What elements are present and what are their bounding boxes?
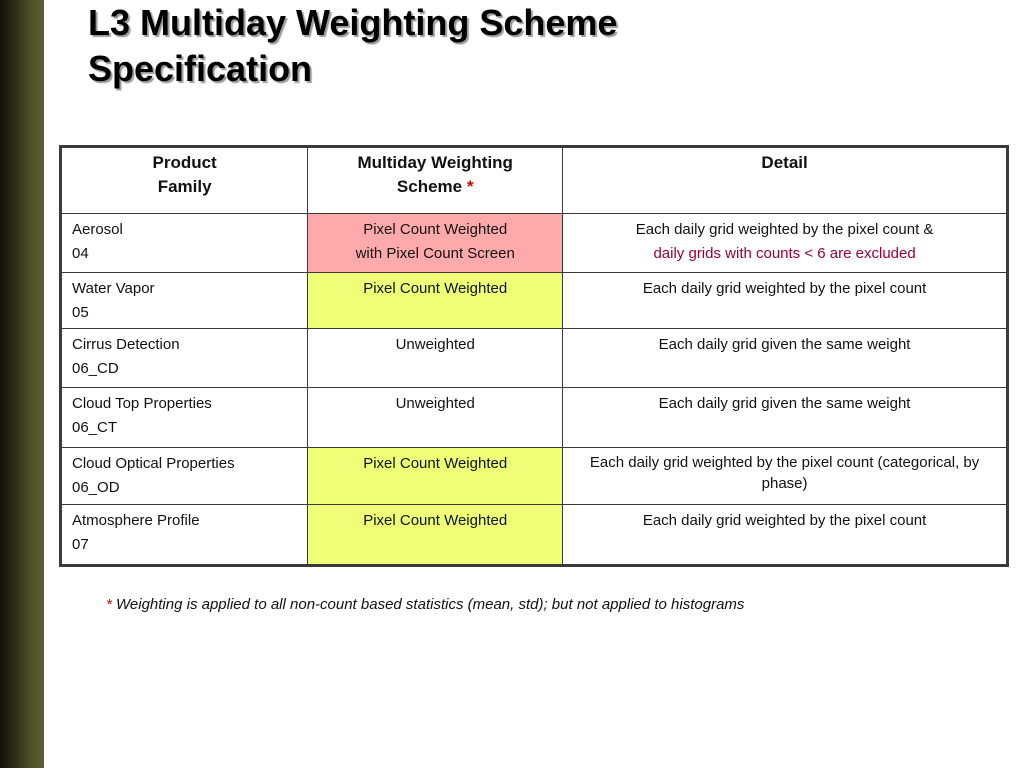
header-scheme-text: Scheme xyxy=(396,177,463,196)
scheme-cell xyxy=(308,329,563,388)
header-detail xyxy=(563,147,1008,214)
product-family-cell xyxy=(61,505,308,566)
product-family-cell xyxy=(61,273,308,329)
footnote-text: Weighting is applied to all non-count based statistics (mean, std); but not applied to histograms xyxy=(116,596,745,613)
footnote-asterisk: * xyxy=(106,596,112,613)
title-line-2: Specification xyxy=(88,48,313,89)
header-weighting-scheme xyxy=(308,147,563,214)
product-family-cell xyxy=(61,448,308,505)
detail-text-line-1: Each daily grid weighted by the pixel count xyxy=(642,512,927,529)
scheme-cell xyxy=(308,388,563,448)
scheme-text-line-1: Unweighted xyxy=(395,395,475,412)
scheme-cell xyxy=(308,448,563,505)
scheme-text-line-1: Pixel Count Weighted xyxy=(363,512,508,529)
family-code: 05 xyxy=(72,304,89,321)
footnote xyxy=(106,596,744,613)
family-name: Atmosphere Profile xyxy=(72,512,200,529)
header-product-family xyxy=(61,147,308,214)
header-product-line-1: Product xyxy=(152,153,217,172)
detail-text-line-1: Each daily grid given the same weight xyxy=(658,336,911,353)
detail-text-line-1: Each daily grid given the same weight xyxy=(658,395,911,412)
family-code: 04 xyxy=(72,245,89,262)
scheme-text-line-1: Pixel Count Weighted xyxy=(363,280,508,297)
product-family-cell xyxy=(61,214,308,273)
slide-title xyxy=(88,0,617,92)
family-code: 06_OD xyxy=(72,479,120,496)
table-row xyxy=(61,273,1008,329)
family-name: Cloud Optical Properties xyxy=(72,455,235,472)
detail-cell xyxy=(563,214,1008,273)
title-line-1: L3 Multiday Weighting Scheme xyxy=(88,2,618,43)
family-code: 06_CT xyxy=(72,419,118,436)
family-name: Water Vapor xyxy=(72,280,155,297)
decorative-left-bar xyxy=(0,0,44,768)
product-family-cell xyxy=(61,329,308,388)
product-family-cell xyxy=(61,388,308,448)
scheme-cell xyxy=(308,505,563,566)
detail-text-line-1: Each daily grid weighted by the pixel count & xyxy=(635,221,934,238)
detail-cell xyxy=(563,505,1008,566)
family-name: Cloud Top Properties xyxy=(72,395,212,412)
weighting-scheme-table xyxy=(59,145,1009,567)
detail-text-line-1: Each daily grid weighted by the pixel count xyxy=(642,280,927,297)
detail-cell xyxy=(563,388,1008,448)
header-detail-label: Detail xyxy=(761,153,808,172)
detail-excluded-note: daily grids with counts < 6 are excluded xyxy=(653,245,916,262)
scheme-text-line-2: with Pixel Count Screen xyxy=(355,245,515,262)
table-row xyxy=(61,505,1008,566)
header-scheme-asterisk: * xyxy=(466,177,474,196)
scheme-cell xyxy=(308,214,563,273)
table-row xyxy=(61,329,1008,388)
detail-cell xyxy=(563,329,1008,388)
family-name: Cirrus Detection xyxy=(72,336,180,353)
scheme-cell xyxy=(308,273,563,329)
table-row xyxy=(61,214,1008,273)
header-scheme-line-1: Multiday Weighting xyxy=(357,153,513,172)
scheme-text-line-1: Pixel Count Weighted xyxy=(363,221,508,238)
detail-text-line-1: Each daily grid weighted by the pixel count (categorical, by phase) xyxy=(589,454,980,492)
family-code: 06_CD xyxy=(72,360,119,377)
detail-cell xyxy=(563,273,1008,329)
header-product-line-2: Family xyxy=(157,177,212,196)
scheme-text-line-1: Pixel Count Weighted xyxy=(363,455,508,472)
scheme-text-line-1: Unweighted xyxy=(395,336,475,353)
header-scheme-line-2 xyxy=(308,175,562,199)
table-header-row xyxy=(61,147,1008,214)
table-row xyxy=(61,388,1008,448)
family-name: Aerosol xyxy=(72,221,123,238)
detail-cell xyxy=(563,448,1008,505)
family-code: 07 xyxy=(72,536,89,553)
table-row xyxy=(61,448,1008,505)
